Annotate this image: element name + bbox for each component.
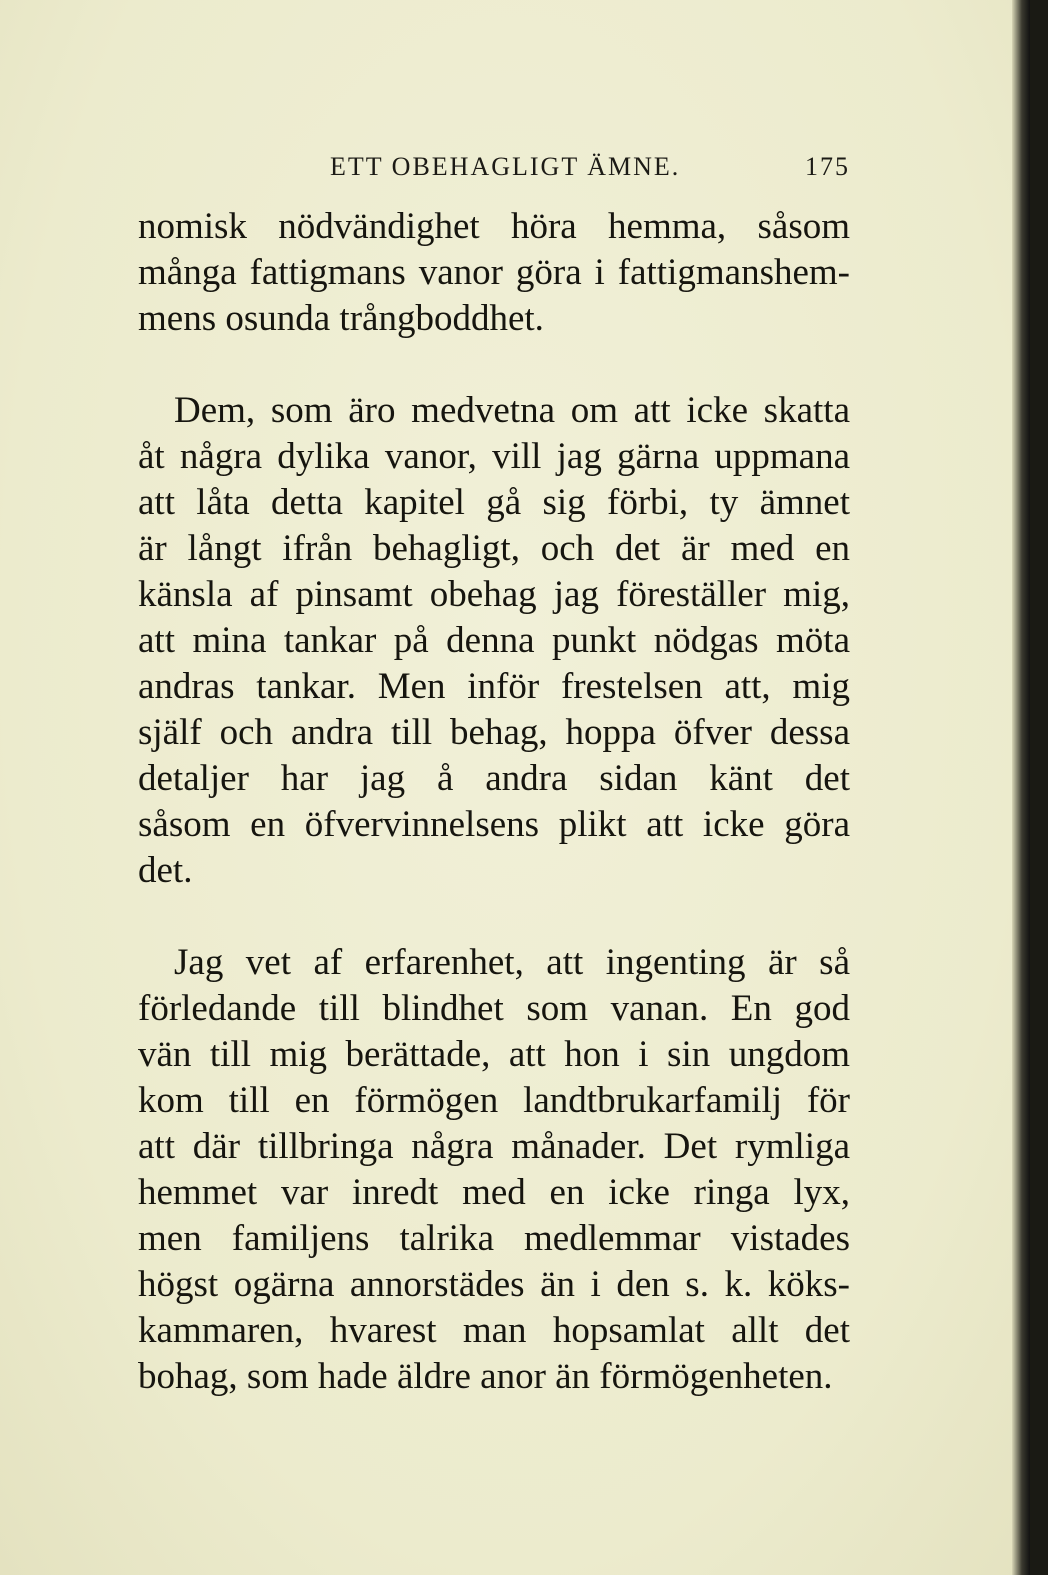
text-line: det. — [138, 850, 193, 891]
text-line: hemmet var inredt med en icke ringa lyx, — [138, 1172, 850, 1213]
text-line: själf och andra till behag, hoppa öfver dessa — [138, 712, 850, 753]
text-line: Dem, som äro medvetna om att icke skatta — [174, 390, 850, 431]
text-line: vän till mig berättade, att hon i sin ungdom — [138, 1034, 850, 1075]
page-number: 175 — [805, 152, 850, 181]
text-line: nomisk nödvändighet höra hemma, såsom — [138, 206, 850, 247]
running-title: ETT OBEHAGLIGT ÄMNE. — [330, 152, 681, 181]
text-line: mens osunda trångboddhet. — [138, 298, 544, 339]
text-line: är långt ifrån behagligt, och det är med en — [138, 528, 850, 569]
paragraph-2 — [138, 388, 850, 894]
page-edge-shadow — [1012, 0, 1030, 1575]
text-line: att låta detta kapitel gå sig förbi, ty ämnet — [138, 482, 850, 523]
text-line: att där tillbringa några månader. Det rymliga — [138, 1126, 850, 1167]
text-line: kom till en förmögen landtbrukarfamilj för — [138, 1080, 850, 1121]
text-line: många fattigmans vanor göra i fattigmanshem- — [138, 252, 850, 293]
body-text — [138, 204, 850, 1400]
text-line: detaljer har jag å andra sidan känt det — [138, 758, 850, 799]
paragraph-1 — [138, 204, 850, 342]
text-line: högst ogärna annorstädes än i den s. k. köks- — [138, 1264, 850, 1305]
paragraph-3 — [138, 940, 850, 1400]
text-line: känsla af pinsamt obehag jag föreställer mig, — [138, 574, 850, 615]
text-line: förledande till blindhet som vanan. En god — [138, 988, 850, 1029]
text-line: bohag, som hade äldre anor än förmögenheten. — [138, 1356, 833, 1397]
text-line: kammaren, hvarest man hopsamlat allt det — [138, 1310, 850, 1351]
text-line: andras tankar. Men inför frestelsen att, mig — [138, 666, 850, 707]
text-line: Jag vet af erfarenhet, att ingenting är så — [174, 942, 850, 983]
text-line: åt några dylika vanor, vill jag gärna uppmana — [138, 436, 850, 477]
running-head — [138, 152, 850, 188]
text-line: att mina tankar på denna punkt nödgas möta — [138, 620, 850, 661]
text-line: men familjens talrika medlemmar vistades — [138, 1218, 850, 1259]
text-line: såsom en öfvervinnelsens plikt att icke göra — [138, 804, 850, 845]
